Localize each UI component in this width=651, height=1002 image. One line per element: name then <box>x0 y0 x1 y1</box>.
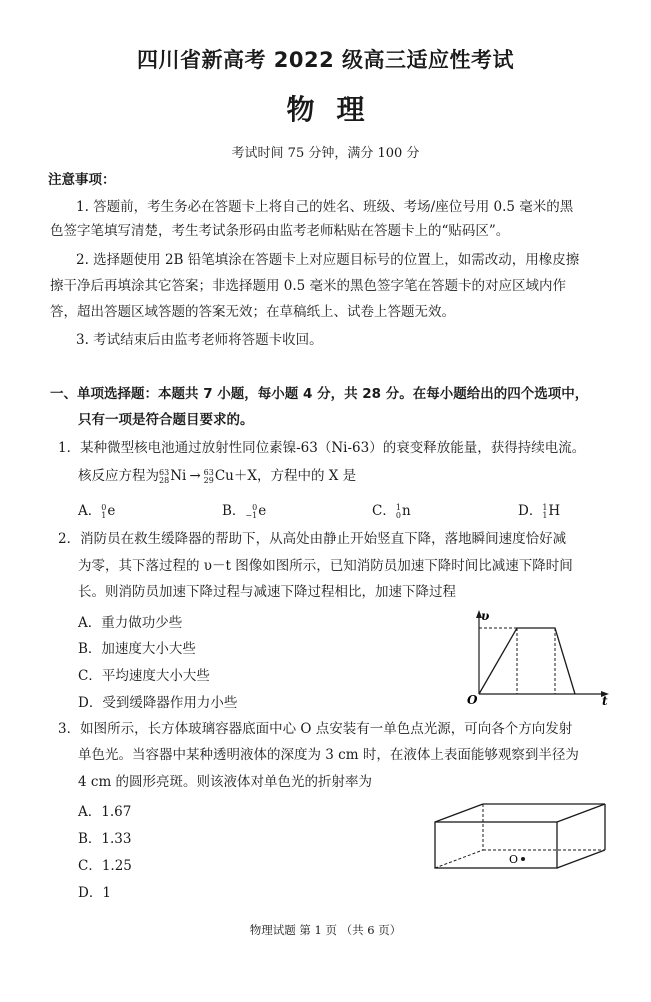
q3-option-d: D．1 <box>78 885 111 901</box>
charge-number: 1 <box>101 510 107 520</box>
v-axis-label: υ <box>481 609 490 623</box>
q2-line1: 2．消防员在救生缓降器的帮助下，从高处由静止开始竖直下降，落地瞬间速度恰好减 <box>58 531 567 547</box>
container-edge-bottom-right <box>557 850 605 868</box>
mass-number: 0 <box>252 502 258 512</box>
plus-x: ＋X <box>233 468 257 484</box>
notice-item3: 3. 考试结束后由监考老师将答题卡收回。 <box>76 332 323 348</box>
q2-option-c: C．平均速度大小大些 <box>78 668 210 684</box>
notice-heading: 注意事项： <box>48 172 116 188</box>
q2-line3: 长。则消防员加速下降过程与减速下降过程相比，加速下降过程 <box>78 584 456 600</box>
cu-mass-number: 63 <box>203 467 214 477</box>
particle-symbol: H <box>548 503 561 519</box>
point-o-label: O <box>509 853 519 866</box>
charge-number: 0 <box>395 510 401 520</box>
hidden-edge-bottom-left <box>435 850 483 868</box>
glass-container-figure <box>432 800 612 872</box>
ni-symbol: Ni <box>170 468 187 484</box>
q3-line3: 4 cm 的圆形亮斑。则该液体对单色光的折射率为 <box>78 774 373 790</box>
nuclide-numbers <box>396 504 401 520</box>
ni-nuclide-numbers <box>159 469 169 485</box>
section1-line1: 一、单项选择题：本题共 7 小题，每小题 4 分，共 28 分。在每小题给出的四个选项中， <box>50 386 589 402</box>
ni-mass-number: 63 <box>159 467 170 477</box>
q1-line2-suffix: ，方程中的 X 是 <box>256 468 357 484</box>
t-axis-label: t <box>602 694 608 706</box>
notice-item1-line1: 1. 答题前，考生务必在答题卡上将自己的姓名、班级、考场/座位号用 0.5 毫米的黑 <box>76 199 574 215</box>
exam-info: 考试时间 75 分钟，满分 100 分 <box>231 146 420 161</box>
subject-title: 物理 <box>286 93 387 126</box>
container-edge-top-left <box>435 804 483 822</box>
nuclide-numbers <box>245 504 257 520</box>
q1-option-d <box>518 499 560 520</box>
q3-option-a: A．1.67 <box>78 804 132 820</box>
cu-symbol: Cu <box>214 468 234 484</box>
reaction-arrow: → <box>189 468 201 484</box>
mass-number: 0 <box>101 502 107 512</box>
cu-nuclide-numbers <box>204 469 214 485</box>
notice-item2-line3: 答，超出答题区域答题的答案无效；在草稿纸上、试卷上答题无效。 <box>50 304 455 320</box>
q3-line1: 3．如图所示，长方体玻璃容器底面中心 O 点安装有一单色点光源，可向各个方向发射 <box>58 721 573 737</box>
q3-option-c: C．1.25 <box>78 858 132 874</box>
q1-line1: 1．某种微型核电池通过放射性同位素镍-63（Ni-63）的衰变释放能量，获得持续电流。 <box>58 440 586 456</box>
q3-line2: 单色光。当容器中某种透明液体的深度为 3 cm 时，在液体上表面能够观察到半径为 <box>78 747 579 763</box>
notice-item2-line1: 2. 选择题使用 2B 铅笔填涂在答题卡上对应题目标号的位置上，如需改动，用橡皮擦 <box>76 252 580 268</box>
charge-number: −1 <box>245 510 258 520</box>
mass-number: 1 <box>542 502 548 512</box>
particle-symbol: e <box>107 503 116 519</box>
cu-atomic-number: 29 <box>203 475 214 485</box>
option-label: D． <box>518 503 543 519</box>
page-footer: 物理试题 第 1 页 （共 6 页） <box>249 923 402 937</box>
q1-line2-prefix: 核反应方程为 <box>78 468 159 484</box>
vt-graph <box>465 606 615 706</box>
container-front-face <box>435 822 557 868</box>
particle-symbol: e <box>258 503 267 519</box>
particle-symbol: n <box>401 503 411 519</box>
q2-option-b: B．加速度大小大些 <box>78 641 196 657</box>
notice-item1-line2: 色签字笔填写清楚，考生考试条形码由监考老师粘贴在答题卡上的“贴码区”。 <box>50 223 510 239</box>
q2-line2: 为零，其下落过程的 υ－t 图像如图所示，已知消防员加速下降时间比减速下降时间 <box>78 558 573 574</box>
origin-label: O <box>467 693 478 706</box>
q2-option-a: A．重力做功少些 <box>78 615 183 631</box>
q1-option-b <box>222 499 266 520</box>
nuclide-numbers <box>101 504 106 520</box>
ni-atomic-number: 28 <box>159 475 170 485</box>
mass-number: 1 <box>395 502 401 512</box>
q1-option-c <box>372 499 411 520</box>
q1-option-a <box>78 499 115 520</box>
exam-title: 四川省新高考 2022 级高三适应性考试 <box>136 48 515 72</box>
light-source-point <box>521 857 525 861</box>
container-edge-top-right <box>557 804 605 822</box>
option-label: C． <box>372 503 396 519</box>
q3-option-b: B．1.33 <box>78 831 132 847</box>
option-label: B． <box>222 503 246 519</box>
nuclide-numbers <box>542 504 547 520</box>
q2-option-d: D．受到缓降器作用力小些 <box>78 695 238 711</box>
notice-item2-line2: 擦干净后再填涂其它答案；非选择题用 0.5 毫米的黑色签字笔在答题卡的对应区域内作 <box>50 278 567 294</box>
option-label: A． <box>78 503 102 519</box>
velocity-curve <box>479 628 575 694</box>
q1-line2 <box>78 466 356 486</box>
charge-number: 1 <box>542 510 548 520</box>
section1-line2: 只有一项是符合题目要求的。 <box>78 412 254 428</box>
